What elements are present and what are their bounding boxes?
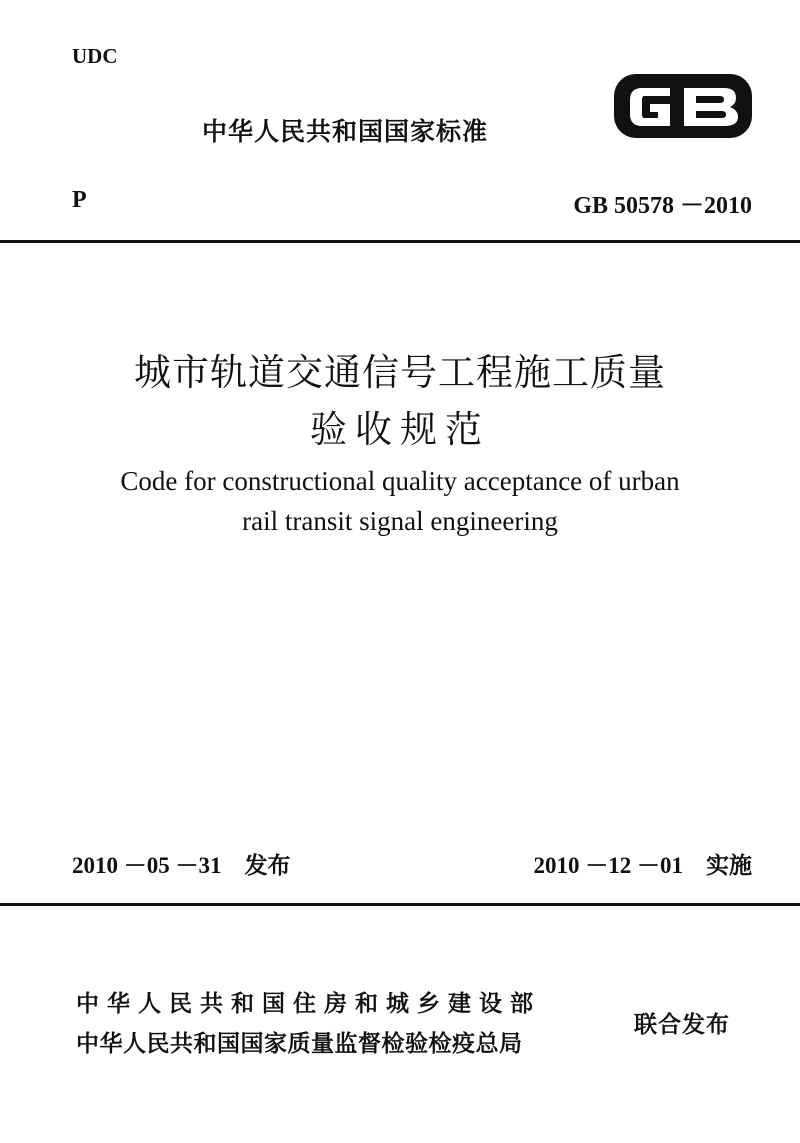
top-divider bbox=[0, 240, 800, 243]
issue-date: 2010 －05 －31 发布 bbox=[72, 853, 291, 878]
standard-number: GB 50578 －2010 bbox=[573, 193, 752, 219]
issuer-line1: 中华人民共和国住房和城乡建设部 bbox=[76, 991, 541, 1017]
issuer-line2: 中华人民共和国国家质量监督检验检疫总局 bbox=[76, 1031, 523, 1057]
classification-code: P bbox=[72, 187, 87, 213]
national-standard-heading: 中华人民共和国国家标准 bbox=[202, 117, 489, 146]
title-english-line1: Code for constructional quality acceptance of urban bbox=[120, 466, 680, 496]
implementation-date: 2010 －12 －01 实施 bbox=[533, 853, 752, 878]
udc-label: UDC bbox=[72, 44, 118, 68]
bottom-divider bbox=[0, 903, 800, 906]
title-chinese-line2: 验收规范 bbox=[310, 410, 490, 451]
title-english-line2: rail transit signal engineering bbox=[242, 506, 558, 536]
gb-logo bbox=[612, 72, 754, 140]
title-chinese-line1: 城市轨道交通信号工程施工质量 bbox=[134, 353, 666, 394]
joint-publish-label: 联合发布 bbox=[634, 1012, 730, 1038]
